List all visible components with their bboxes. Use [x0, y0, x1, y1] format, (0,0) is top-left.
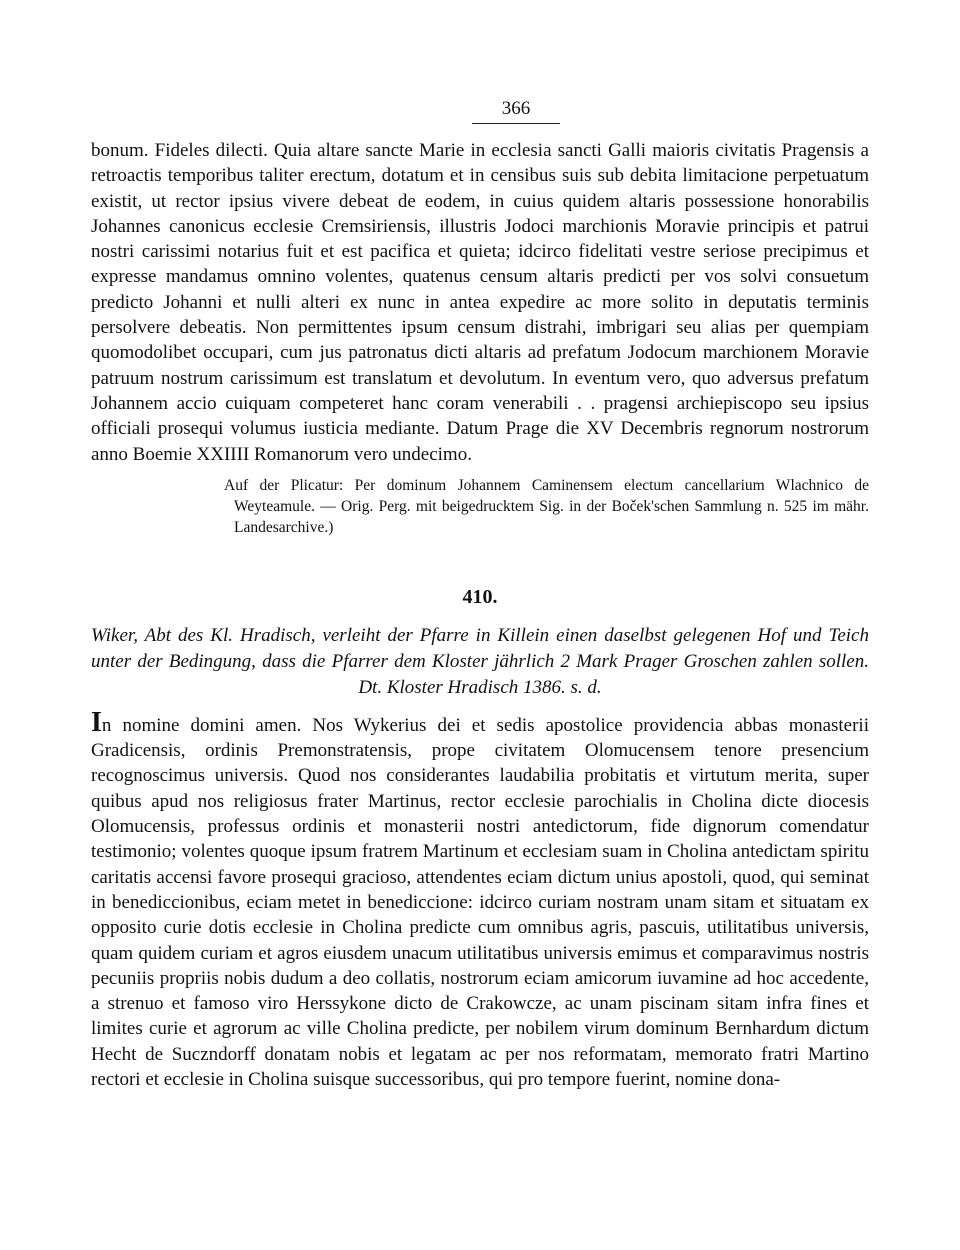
document-summary: Wiker, Abt des Kl. Hradisch, verleiht der Pfarre in Killein einen daselbst gelegenen Hof und Teich unter der Bedingung, dass die Pfarrer dem Kloster jährlich 2 Mark Prager Groschen zahlen sollen. Dt. Kloster Hradisch 1386. s. d. — [91, 624, 869, 698]
initial-letter: I — [91, 706, 102, 738]
footnote-plicatur — [91, 475, 869, 538]
page-number-rule — [472, 123, 560, 124]
page-number: 366 — [501, 98, 531, 119]
document-number: 410. — [462, 585, 498, 608]
charter-body: n nomine domini amen. Nos Wykerius dei et sedis apostolice providencia abbas monasterii Gradicensis, ordinis Premonstratensis, prope civitatem Olomucensem tenore presencium recognoscimus universis. Quod nos considerantes laudabilia probitatis et virtutum merita, super quibus apud nos religiosus frater Martinus, rector ecclesie parochialis in Cholina dicte diocesis Olomucensis, professus ordinis et monasterii nostri antedictorum, fide dignorum comendatur testimonio; volentes quoque ipsum fratrem Martinum et ecclesiam suam in Cholina antedictam spiritu caritatis accensi favore prosequi gracioso, attendentes eciam dictum unius apostoli, quod, qui seminat in benediccionibus, eciam metet in benediccione: idcirco curiam nostram unam sitam et situatam ex opposito curie dotis ecclesie in Cholina predicte cum omnibus agris, pascuis, utilitatibus universis, quam quidem curiam et agros eiusdem unacum utilitatibus universis emimus et comparavimus nostris pecuniis propriis nobis dudum a deo collatis, nostrorum eciam amicorum iuvamine ad hoc accedente, a strenuo et famoso viro Herssykone dicto de Crakowcze, ac unam piscinam sitam infra fines et limites curie et agrorum ac ville Cholina predicte, per nobilem virum dominum Bernhardum dictum Hecht de Suczndorff donatam nobis et legatam ac per nos reformatam, memorato fratri Martino rectori et ecclesie in Cholina suisque successoribus, qui pro tempore fuerint, nomine dona- — [91, 714, 869, 1091]
footnote-text: Auf der Plicatur: Per dominum Johannem Caminensem electum cancellarium Wlachnico de Weyteamule. — Orig. Perg. mit beigedrucktem Sig. in der Boček'schen Sammlung n. 525 im mähr. Landesarchive.) — [224, 476, 869, 536]
document-page — [91, 98, 869, 1092]
charter-text — [91, 706, 869, 1092]
previous-document-text: bonum. Fideles dilecti. Quia altare sancte Marie in ecclesia sancti Galli maioris civitatis Pragensis a retroactis temporibus taliter erectum, dotatum et in censibus suis sub debita limitacione perpetuatum existit, ut rector ipsius vivere debeat de eodem, in cuius quidem altaris possessione honorabilis Johannes canonicus ecclesie Cremsiriensis, illustris Jodoci marchionis Moravie principis et patrui nostri carissimi notarius fuit et est pacifica et quieta; idcirco fidelitati vestre seriose precipimus et expresse mandamus omnino volentes, quatenus censum altaris predicti per vos solvi consuetum predicto Johanni et nulli alteri ex nunc in antea expedire ac more solito in deputatis terminis persolvere debeatis. Non permittentes ipsum censum distrahi, imbrigari seu alias per quempiam quomodolibet occupari, cum jus patronatus dicti altaris ad prefatum Jodocum marchionem Moravie patruum nostrum carissimum est translatum et devolutum. In eventum vero, quo adversus prefatum Johannem accio cuiquam competeret hanc coram venerabili . . pragensi archiepiscopo seu ipsius officiali prosequi volumus iusticia mediante. Datum Prage die XV Decembris regnorum nostrorum anno Boemie XXIIII Romanorum vero undecimo. — [91, 140, 869, 465]
